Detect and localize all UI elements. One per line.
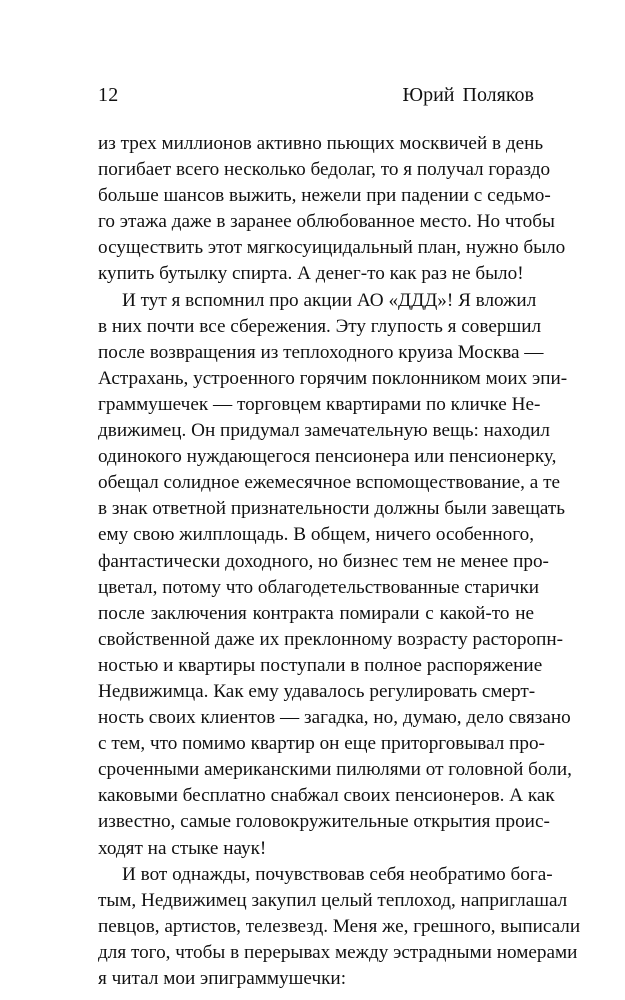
text-line: из трех миллионов активно пьющих москвичей в день [98,133,544,154]
text-line: ность своих клиентов — загадка, но, думаю, дело связано [98,707,571,729]
text-line: в них почти все сбережения. Эту глупость я совершил [98,315,542,337]
text-line: граммушечек — торговцем квартирами по кличке Не- [98,393,541,415]
text-line: И тут я вспомнил про акции АО «ДДД»! Я вложил [122,289,537,311]
text-line: я читал мои эпиграммушечки: [98,968,347,989]
body-text [98,131,581,992]
text-line: погибает всего несколько бедолаг, то я получал гораздо [98,159,551,181]
text-line: свойственной даже их преклонному возрасту расторопн- [98,628,564,650]
text-line: осуществить этот мягкосуицидальный план, нужно было [98,237,566,259]
running-title: Юрий Поляков [402,84,534,106]
text-line: с тем, что помимо квартир он еще приторговывал про- [98,733,545,755]
text-line: ему свою жилплощадь. В общем, ничего особенного, [98,524,534,546]
page-number: 12 [98,84,119,106]
text-line: одинокого нуждающегося пенсионера или пенсионерку, [98,446,557,468]
text-line: го этажа даже в заранее облюбованное место. Но чтобы [98,211,555,233]
text-line: Астрахань, устроенного горячим поклонником моих эпи- [98,367,568,389]
text-line: для того, чтобы в перерывах между эстрадными номерами [98,941,578,963]
running-head [98,84,534,114]
text-line: обещал солидное ежемесячное вспомоществование, а те [98,472,560,494]
text-line: ходят на стыке наук! [98,837,267,859]
text-line: больше шансов выжить, нежели при падении с седьмо- [98,185,551,207]
text-line: тым, Недвижимец закупил целый теплоход, наприглашал [98,889,568,911]
text-line: купить бутылку спирта. А денег-то как раз не было! [98,263,524,285]
text-line: движимец. Он придумал замечательную вещь: находил [98,420,550,442]
text-line: в знак ответной признательности должны были завещать [98,498,566,520]
text-line: после заключения контракта помирали с какой-то не [98,602,534,624]
text-line: известно, самые головокружительные открытия проис- [98,811,550,833]
text-line: Недвижимца. Как ему удавалось регулировать смерт- [98,680,536,702]
text-line: цветал, потому что облагодетельствованные старички [98,576,540,598]
text-line: певцов, артистов, телезвезд. Меня же, грешного, выписали [98,915,581,937]
text-line: И вот однажды, почувствовав себя необратимо бога- [122,863,553,885]
text-line: после возвращения из теплоходного круиза Москва — [98,341,544,363]
text-line: сроченными американскими пилюлями от головной боли, [98,759,572,781]
text-line: фантастически доходного, но бизнес тем не менее про- [98,550,549,572]
text-line: ностью и квартиры поступали в полное распоряжение [98,654,543,676]
text-line: каковыми бесплатно снабжал своих пенсионеров. А как [98,785,555,807]
